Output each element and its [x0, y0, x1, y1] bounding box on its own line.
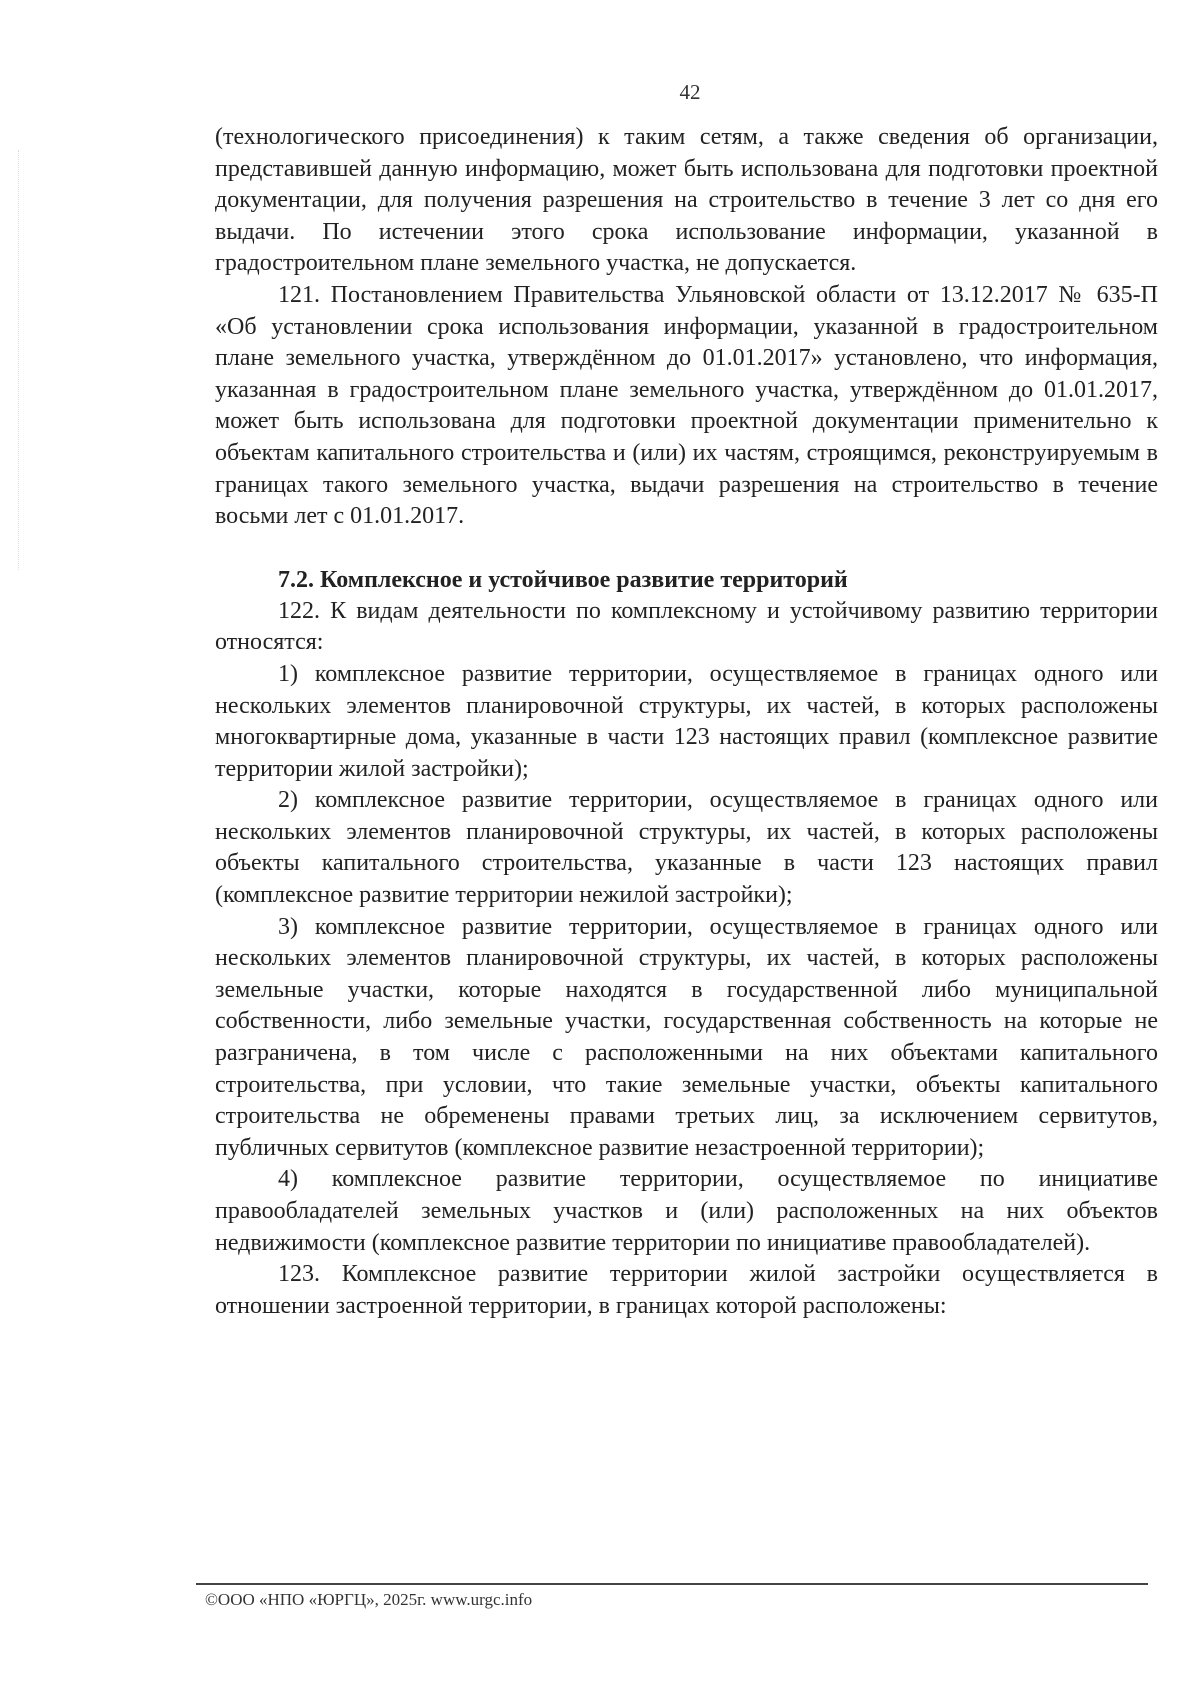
list-item-2: 2) комплексное развитие территории, осуществляемое в границах одного или нескольких элементов планировочной структуры, их частей, в которых расположены объекты капитального строительства, указанные в части 123 настоящих правил (комплексное развитие территории нежилой застройки);	[215, 787, 1158, 909]
paragraph-123: 123. Комплексное развитие территории жилой застройки осуществляется в отношении застроенной территории, в границах которой расположены:	[215, 1261, 1158, 1319]
list-item-1: 1) комплексное развитие территории, осуществляемое в границах одного или нескольких элементов планировочной структуры, их частей, в которых расположены многоквартирные дома, указанные в части 123 настоящих правил (комплексное развитие территории жилой застройки);	[215, 660, 1158, 782]
paragraph-122: 122. К видам деятельности по комплексному и устойчивому развитию территории относятся:	[215, 597, 1158, 656]
paragraph-121: 121. Постановлением Правительства Ульяновской области от 13.12.2017 № 635-П «Об установлении срока использования информации, указанной в градостроительном плане земельного участка, утверждённом до 01.01.2017» установлено, что информация, указанная в градостроительном плане земельного участка, утверждённом до 01.01.2017, может быть использована для подготовки проектной документации применительно к объектам капитального строительства и (или) их частям, строящимся, реконструируемым в границах такого земельного участка, выдачи разрешения на строительство в течение восьми лет с 01.01.2017.	[215, 281, 1158, 530]
paragraph-continuation: (технологического присоединения) к таким сетям, а также сведения об организации, представившей данную информацию, может быть использована для подготовки проектной документации, для получения разрешения на строительство в течение 3 лет со дня его выдачи. По истечении этого срока использование информации, указанной в градостроительном плане земельного участка, не допускается.	[215, 124, 1158, 277]
section-heading: 7.2. Комплексное и устойчивое развитие территорий	[278, 566, 848, 593]
footer-copyright: ©ООО «НПО «ЮРГЦ», 2025г. www.urgc.info	[205, 1590, 533, 1609]
footer-divider	[196, 1583, 1148, 1585]
scan-margin-marks	[18, 150, 23, 570]
list-item-4: 4) комплексное развитие территории, осуществляемое по инициативе правообладателей земельных участков и (или) расположенных на них объектов недвижимости (комплексное развитие территории по инициативе правообладателей).	[215, 1166, 1158, 1256]
page-number: 42	[679, 80, 701, 104]
document-body	[215, 122, 1158, 1322]
list-item-3: 3) комплексное развитие территории, осуществляемое в границах одного или нескольких элементов планировочной структуры, их частей, в которых расположены земельные участки, которые находятся в государственной либо муниципальной собственности, либо земельные участки, государственная собственность на которые не разграничена, в том числе с расположенными на них объектами капитального строительства, при условии, что такие земельные участки, объекты капитального строительства не обременены правами третьих лиц, за исключением сервитутов, публичных сервитутов (комплексное развитие незастроенной территории);	[215, 913, 1158, 1161]
